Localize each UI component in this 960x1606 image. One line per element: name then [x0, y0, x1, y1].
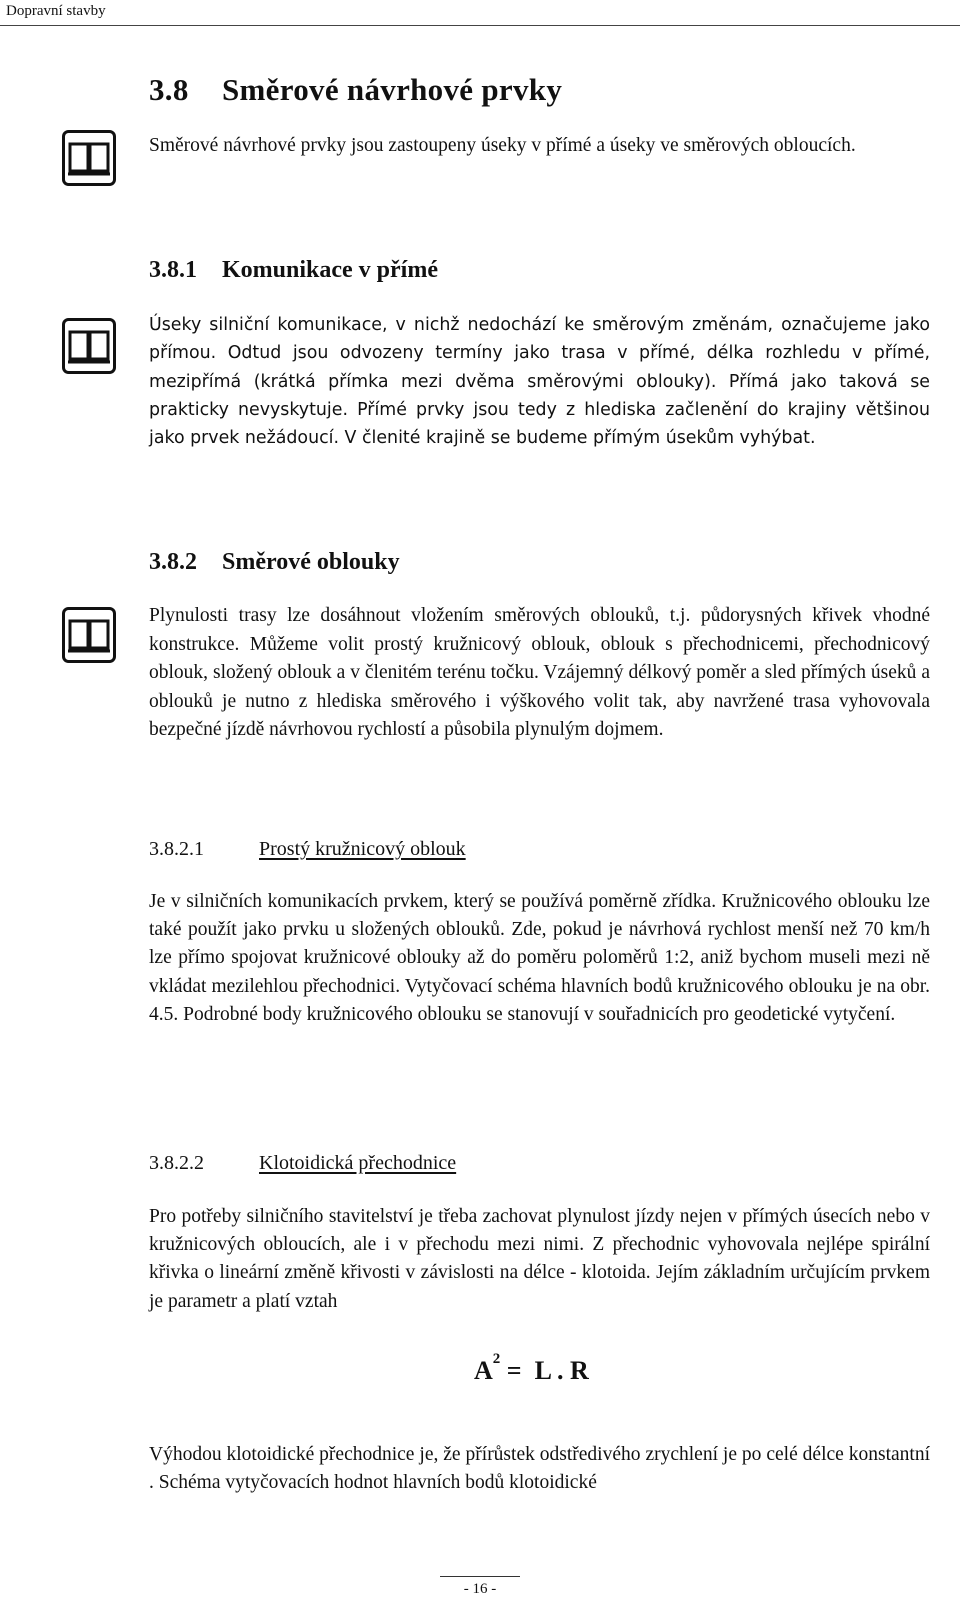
- book-icon: [62, 130, 116, 186]
- paragraph-kruznicovy: Je v silničních komunikacích prvkem, který se používá poměrně zřídka. Kružnicového oblouku lze také použít jako prvku u složených oblouků. Zde, pokud je návrhová rychlost menší než 70 km/h lze přímo spojovat kružnicové oblouky až do poměru poloměrů 1:2, aniž bychom museli mezi ně vkládat mezilehlou přechodnici. Vytyčovací schéma hlavních bodů kružnicového oblouku je na obr. 4.5. Podrobné body kružnicového oblouku se stanovují v souřadnicích pro geodetické vytyčení.: [149, 891, 930, 1025]
- footer-divider: [440, 1576, 520, 1577]
- section-number: 3.8: [149, 72, 189, 107]
- formula-base: A: [474, 1356, 493, 1385]
- section-title: Směrové návrhové prvky: [222, 72, 563, 107]
- book-icon: [62, 607, 116, 663]
- subsection-heading: [149, 549, 400, 576]
- subsection-title: Komunikace v přímé: [222, 257, 438, 283]
- subsubsection-heading: [149, 838, 466, 861]
- subsubsection-number: 3.8.2.1: [149, 838, 204, 860]
- paragraph-vyhoda: Výhodou klotoidické přechodnice je, že přírůstek odstředivého zrychlení je po celé délce konstantní . Schéma vytyčovacích hodnot hlavních bodů klotoidické: [149, 1444, 930, 1494]
- subsubsection-title: Prostý kružnicový oblouk: [259, 838, 466, 860]
- intro-paragraph: Směrové návrhové prvky jsou zastoupeny úseky v přímé a úseky ve směrových obloucích.: [149, 135, 856, 156]
- formula-exponent: 2: [492, 1351, 501, 1368]
- subsubsection-heading: [149, 1152, 456, 1175]
- subsubsection-number: 3.8.2.2: [149, 1152, 204, 1174]
- subsection-heading: [149, 257, 438, 284]
- paragraph-oblouky: Plynulosti trasy lze dosáhnout vložením směrových oblouků, t.j. půdorysných křivek vhodné konstrukce. Můžeme volit prostý kružnicový oblouk, oblouk s přechodnicemi, přechodnicový oblouk, složený oblouk a v členitém terénu točku. Vzájemný délkový poměr a sled přímých úseků a oblouků je nutno z hlediska směrového i výškového volit tak, aby navržené trasa vyhovovala bezpečné jízdě návrhovou rychlostí a působila plynulým dojmem.: [149, 605, 930, 741]
- formula-rest: = L . R: [506, 1356, 589, 1385]
- subsection-number: 3.8.1: [149, 257, 197, 283]
- section-heading: [149, 72, 562, 108]
- header-title: Dopravní stavby: [6, 3, 106, 19]
- subsection-title: Směrové oblouky: [222, 549, 400, 575]
- paragraph-klotoida: Pro potřeby silničního stavitelství je třeba zachovat plynulost jízdy nejen v přímých úsecích nebo v kružnicových obloucích, ale i v přechodu mezi nimi. Z přechodnic vyhovovala nejlépe spirální křivka o lineární změně křivosti v závislosti na délce - klotoida. Jejím základním určujícím prvkem je parametr a platí vztah: [149, 1206, 930, 1312]
- running-header: [0, 0, 960, 26]
- subsubsection-title: Klotoidická přechodnice: [259, 1152, 457, 1174]
- formula: [474, 1351, 589, 1386]
- paragraph-komunikace: Úseky silniční komunikace, v nichž nedochází ke směrovým změnám, označujeme jako přímou. Odtud jsou odvozeny termíny jako trasa v přímé, délka rozhledu v přímé, mezipřímá (krátká přímka mezi dvěma směrovými oblouky). Přímá jako taková se prakticky nevyskytuje. Přímé prvky jsou tedy z hlediska začlenění do krajiny většinou jako prvek nežádoucí. V členité krajině se budeme přímým úsekům vyhýbat.: [149, 315, 930, 449]
- page-number: - 16 -: [463, 1581, 497, 1597]
- book-icon: [62, 318, 116, 374]
- subsection-number: 3.8.2: [149, 549, 197, 575]
